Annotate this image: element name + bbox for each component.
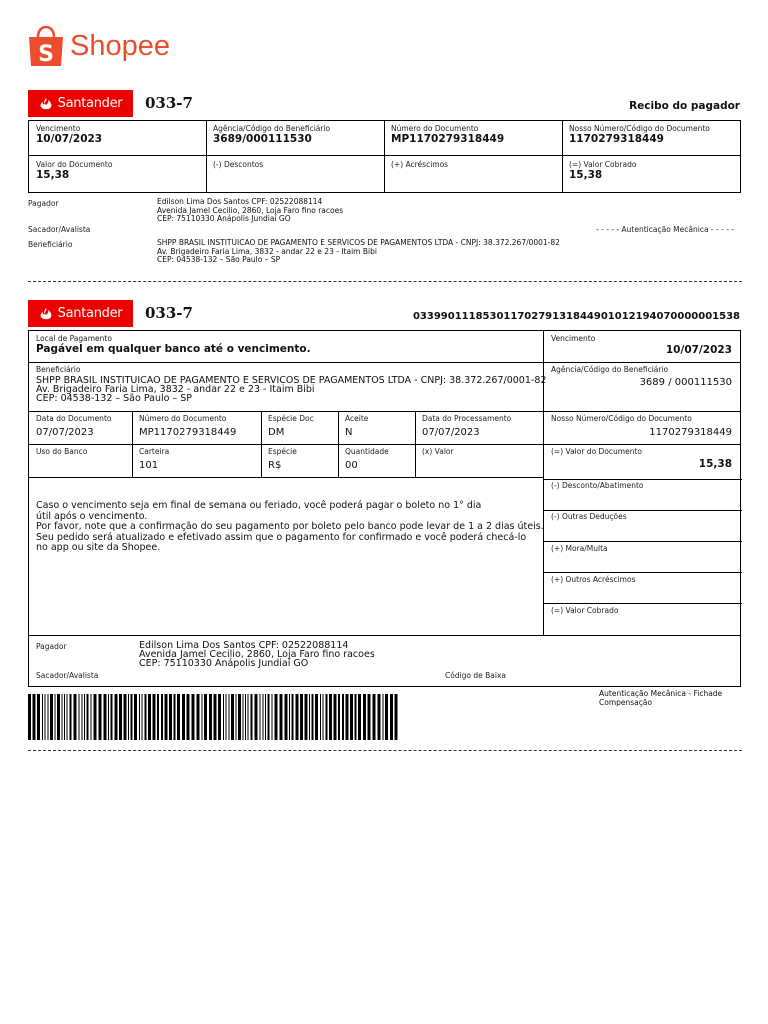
barcode-bar — [128, 694, 129, 740]
receipt-pagador-block — [157, 198, 343, 224]
pagador-line: Edilson Lima Dos Santos CPF: 02522088114 — [157, 197, 323, 206]
barcode-bar — [153, 694, 156, 740]
barcode-bar — [197, 694, 200, 740]
barcode-bar — [338, 694, 340, 740]
receipt-fields-box — [28, 120, 741, 193]
desconto-label: (-) Desconto/Abatimento — [551, 481, 644, 490]
data-proc-label: Data do Processamento — [422, 414, 512, 423]
data-proc-value: 07/07/2023 — [422, 427, 480, 438]
barcode-bar — [265, 694, 266, 740]
barcode-bar — [115, 694, 118, 740]
barcode-bar — [48, 694, 49, 740]
santander-logo: Santander — [28, 90, 133, 117]
local-pagamento-label: Local de Pagamento — [36, 334, 112, 343]
instrucao-line: no app ou site da Shopee. — [36, 542, 161, 553]
slip-beneficiario-block — [36, 376, 546, 403]
barcode-bar — [363, 694, 366, 740]
acrescimos-label: (+) Acréscimos — [391, 160, 449, 169]
barcode-bar — [70, 694, 72, 740]
slip-beneficiario-label: Beneficiário — [36, 365, 81, 374]
barcode-bar — [383, 694, 384, 740]
slip-nosso-numero-value: 1170279318449 — [649, 427, 732, 438]
barcode-bar — [346, 694, 349, 740]
barcode-bar — [323, 694, 324, 740]
barcode-bar — [94, 694, 97, 740]
barcode-bar — [161, 694, 163, 740]
barcode-bar — [192, 694, 195, 740]
barcode-bar — [50, 694, 53, 740]
especie-value: R$ — [268, 460, 282, 471]
barcode-bar — [119, 694, 122, 740]
barcode-bar — [342, 694, 344, 740]
beneficiario-line: SHPP BRASIL INSTITUICAO DE PAGAMENTO E SERVICOS DE PAGAMENTOS LTDA - CNPJ: 38.372.267/0001-82 — [157, 238, 560, 247]
barcode-bar — [55, 694, 56, 740]
bank-code: 033-7 — [145, 304, 193, 322]
barcode-bar — [202, 694, 203, 740]
barcode-bar — [229, 694, 230, 740]
barcode-bar — [355, 694, 357, 740]
beneficiario-line: CEP: 04538-132 – São Paulo – SP — [36, 393, 192, 404]
santander-flame-icon — [39, 97, 53, 111]
autenticacao-line: Compensação — [599, 697, 653, 707]
shopee-logo — [27, 26, 172, 70]
slip-agencia-value: 3689 / 000111530 — [639, 377, 732, 388]
outras-deducoes-label: (-) Outras Deduções — [551, 512, 627, 521]
barcode-bar — [67, 694, 68, 740]
quantidade-value: 00 — [345, 460, 358, 471]
barcode-bar — [104, 694, 107, 740]
barcode-bar — [358, 694, 361, 740]
barcode-bar — [33, 694, 36, 740]
especie-doc-label: Espécie Doc — [268, 414, 314, 423]
barcode-bar — [248, 694, 249, 740]
receipt-pagador-label: Pagador — [28, 199, 59, 208]
agencia-value: 3689/000111530 — [213, 133, 312, 145]
quantidade-label: Quantidade — [345, 447, 389, 456]
barcode-bar — [99, 694, 102, 740]
barcode-bar — [268, 694, 270, 740]
barcode-bar — [329, 694, 332, 740]
barcode-bar — [350, 694, 353, 740]
barcode-bar — [238, 694, 241, 740]
instrucoes-block — [36, 501, 544, 554]
linha-digitavel: 03399011185301170279131844901012194070000001538 — [412, 311, 740, 322]
carteira-label: Carteira — [139, 447, 170, 456]
barcode-bar — [209, 694, 212, 740]
barcode-bar — [111, 694, 113, 740]
nosso-numero-label: Nosso Número/Código do Documento — [569, 124, 710, 133]
barcode-bar — [42, 694, 43, 740]
barcode-bar — [79, 694, 80, 740]
barcode-bar — [45, 694, 46, 740]
valor-cobrado-label: (=) Valor Cobrado — [569, 160, 637, 169]
barcode-bar — [309, 694, 310, 740]
barcode-bar — [177, 694, 180, 740]
vencimento-value: 10/07/2023 — [36, 133, 103, 145]
beneficiario-line: SHPP BRASIL INSTITUICAO DE PAGAMENTO E SERVICOS DE PAGAMENTOS LTDA - CNPJ: 38.372.267/0001-82 — [36, 375, 547, 386]
slip-numero-doc-label: Número do Documento — [139, 414, 227, 423]
barcode-bar — [395, 694, 398, 740]
barcode-bar — [296, 694, 299, 740]
barcode — [28, 694, 401, 740]
slip-numero-doc-value: MP1170279318449 — [139, 427, 237, 438]
barcode-bar — [62, 694, 63, 740]
barcode-bar — [157, 694, 159, 740]
barcode-bar — [320, 694, 321, 740]
barcode-bar — [390, 694, 393, 740]
barcode-bar — [236, 694, 237, 740]
barcode-bar — [131, 694, 133, 740]
barcode-bar — [139, 694, 140, 740]
especie-doc-value: DM — [268, 427, 285, 438]
slip-pagador-label: Pagador — [36, 642, 67, 651]
barcode-bar — [272, 694, 273, 740]
santander-logo: Santander — [28, 300, 133, 327]
barcode-bar — [134, 694, 137, 740]
barcode-bar — [64, 694, 65, 740]
beneficiario-line: Av. Brigadeiro Faria Lima, 3832 - andar 22 e 23 - Itaim Bibi — [36, 384, 315, 395]
barcode-bar — [305, 694, 308, 740]
barcode-bar — [300, 694, 303, 740]
slip-valor-doc-value: 15,38 — [698, 458, 732, 470]
barcode-bar — [373, 694, 376, 740]
barcode-bar — [255, 694, 258, 740]
bank-code: 033-7 — [145, 94, 193, 112]
receipt-title: Recibo do pagador — [629, 100, 740, 112]
pagador-line: CEP: 75110330 Anápolis Jundiaí GO — [157, 214, 291, 223]
agencia-label: Agência/Código do Beneficiário — [213, 124, 331, 133]
barcode-bar — [145, 694, 147, 740]
barcode-bar — [326, 694, 328, 740]
shopee-wordmark: Shopee — [70, 30, 170, 62]
x-valor-label: (x) Valor — [422, 447, 454, 456]
barcode-bar — [28, 694, 31, 740]
barcode-bar — [243, 694, 244, 740]
numero-doc-label: Número do Documento — [391, 124, 479, 133]
pagador-line: Avenida Jamel Cecilio, 2860, Loja Faro fino racoes — [157, 205, 344, 215]
slip-sacador-label: Sacador/Avalista — [36, 671, 99, 680]
barcode-bar — [74, 694, 77, 740]
barcode-bar — [312, 694, 314, 740]
barcode-bar — [378, 694, 381, 740]
barcode-bar — [148, 694, 151, 740]
svg-text:S: S — [38, 42, 54, 67]
slip-vencimento-label: Vencimento — [551, 334, 596, 343]
barcode-bar — [214, 694, 217, 740]
barcode-bar — [218, 694, 221, 740]
barcode-bar — [275, 694, 278, 740]
barcode-bar — [57, 694, 60, 740]
slip-valor-doc-label: (=) Valor do Documento — [551, 447, 642, 456]
barcode-bar — [231, 694, 234, 740]
instrucao-line: útil após o vencimento. — [36, 510, 148, 522]
aceite-value: N — [345, 427, 353, 438]
barcode-bar — [368, 694, 371, 740]
autenticacao-ficha — [599, 690, 722, 707]
outros-acrescimos-label: (+) Outros Acréscimos — [551, 575, 636, 584]
receipt-beneficiario-block — [157, 239, 560, 265]
pagador-line: Avenida Jamel Cecilio, 2860, Loja Faro fino racoes — [139, 649, 375, 660]
barcode-bar — [84, 694, 85, 740]
especie-label: Espécie — [268, 447, 297, 456]
codigo-baixa-label: Código de Baixa — [445, 671, 507, 680]
slip-nosso-numero-label: Nosso Número/Código do Documento — [551, 414, 692, 423]
slip-agencia-label: Agência/Código do Beneficiário — [551, 365, 669, 374]
shopee-bag-icon — [27, 26, 65, 68]
autenticacao-line: Autenticação Mecânica - Fichade — [599, 689, 723, 698]
data-doc-value: 07/07/2023 — [36, 427, 94, 438]
valor-cobrado-value: 15,38 — [569, 169, 603, 181]
barcode-bar — [37, 694, 40, 740]
numero-doc-value: MP1170279318449 — [391, 133, 505, 145]
barcode-bar — [245, 694, 246, 740]
valor-doc-label: Valor do Documento — [36, 160, 113, 169]
cut-line — [28, 281, 742, 282]
pagador-line: Edilson Lima Dos Santos CPF: 02522088114 — [139, 640, 349, 651]
barcode-bar — [204, 694, 207, 740]
barcode-bar — [108, 694, 109, 740]
barcode-bar — [91, 694, 92, 740]
barcode-bar — [142, 694, 143, 740]
beneficiario-line: Av. Brigadeiro Faria Lima, 3832 - andar 22 e 23 - Itaim Bibi — [157, 246, 377, 256]
barcode-bar — [82, 694, 83, 740]
slip-valor-cobrado-label: (=) Valor Cobrado — [551, 606, 619, 615]
slip-vencimento-value: 10/07/2023 — [665, 344, 732, 356]
uso-banco-label: Uso do Banco — [36, 447, 88, 456]
receipt-beneficiario-label: Beneficiário — [28, 240, 73, 249]
local-pagamento-value: Pagável em qualquer banco até o vencimento. — [36, 343, 311, 355]
barcode-bar — [263, 694, 264, 740]
barcode-bar — [385, 694, 388, 740]
instrucao-line: Caso o vencimento seja em final de semana ou feriado, você poderá pagar o boleto no 1° dia — [36, 500, 482, 511]
cut-line — [28, 750, 742, 751]
receipt-sacador-label: Sacador/Avalista — [28, 225, 91, 234]
barcode-bar — [87, 694, 89, 740]
barcode-bar — [315, 694, 318, 740]
santander-flame-icon — [39, 307, 53, 321]
barcode-bar — [226, 694, 227, 740]
barcode-bar — [334, 694, 337, 740]
vencimento-label: Vencimento — [36, 124, 81, 133]
barcode-bar — [280, 694, 283, 740]
carteira-value: 101 — [139, 460, 159, 471]
aceite-label: Aceite — [345, 414, 369, 423]
barcode-bar — [223, 694, 224, 740]
data-doc-label: Data do Documento — [36, 414, 112, 423]
barcode-bar — [182, 694, 185, 740]
barcode-bar — [292, 694, 294, 740]
instrucao-line: Seu pedido será atualizado e efetivado assim que o pagamento for confirmado e você poderá checá-lo — [36, 531, 527, 543]
barcode-bar — [174, 694, 176, 740]
barcode-bar — [289, 694, 290, 740]
instrucao-line: Por favor, note que a confirmação do seu pagamento por boleto pelo banco pode levar de 1 a 2 dias úteis. — [36, 521, 544, 532]
barcode-bar — [169, 694, 172, 740]
nosso-numero-value: 1170279318449 — [569, 133, 664, 145]
barcode-bar — [165, 694, 168, 740]
barcode-bar — [260, 694, 261, 740]
slip-main-box — [28, 330, 741, 687]
beneficiario-line: CEP: 04538-132 – São Paulo – SP — [157, 255, 281, 264]
barcode-bar — [285, 694, 288, 740]
pagador-line: CEP: 75110330 Anápolis Jundiaí GO — [139, 658, 309, 669]
slip-pagador-block — [139, 641, 375, 668]
barcode-bar — [251, 694, 253, 740]
valor-doc-value: 15,38 — [36, 169, 70, 181]
mora-label: (+) Mora/Multa — [551, 544, 608, 553]
receipt-autenticacao: - - - - - Autenticação Mecânica - - - - - — [596, 225, 734, 234]
barcode-bar — [187, 694, 190, 740]
descontos-label: (-) Descontos — [213, 160, 264, 169]
barcode-bar — [124, 694, 127, 740]
